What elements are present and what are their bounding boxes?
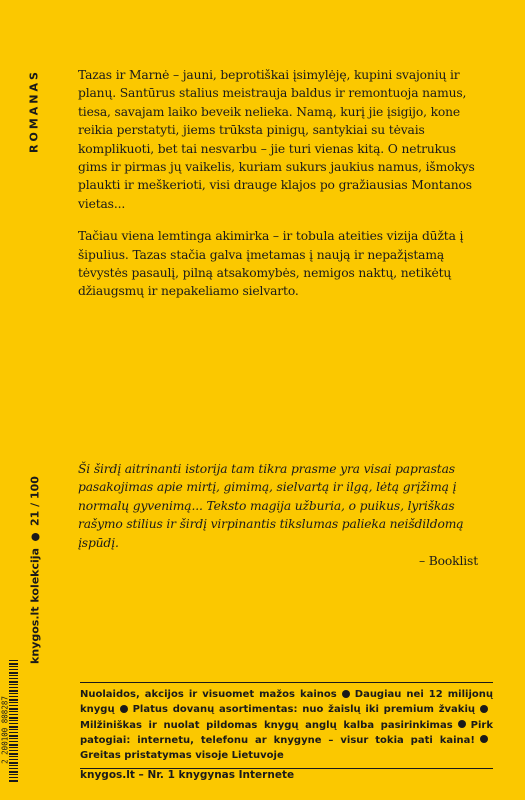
promo-item: Platus dovanų asortimentas: nuo žaislų iki premium žvakių [132, 704, 475, 716]
collection-label-container [20, 470, 50, 670]
bullet-dot-icon [480, 705, 488, 713]
genre-label-container [14, 66, 54, 156]
promo-item: Pirk patogiai: internetu, telefonu ar knygyne – visur tokia pati kaina! [80, 719, 493, 746]
review-quote-text: Ši širdį aitrinanti istorija tam tikra prasme yra visai paprastas pasakojimas apie mirtį, gimimą, sielvartą ir ilgą, lėtą grįžimą į normalų gyvenimą... Teksto magija užburia, o puikus, lyriškas rašymo stilius ir širdį virpinantis tikslumas palieka neišdildomą įspūdį. [78, 462, 464, 550]
barcode [0, 660, 18, 800]
bullet-dot-icon [120, 705, 128, 713]
promo-item: Nuolaidos, akcijos ir visuomet mažos kainos [80, 689, 337, 700]
bullet-dot-icon [480, 735, 488, 743]
collection-number: 21 / 100 [28, 476, 42, 526]
promo-item: Milžiniškas ir nuolat pildomas knygų anglų kalba pasirinkimas [80, 719, 453, 731]
bullet-dot-icon [31, 533, 39, 541]
collection-label: knygos.lt kolekcija [28, 548, 42, 664]
promo-item: Greitas pristatymas visoje Lietuvoje [80, 750, 284, 762]
blurb-paragraph-1: Tazas ir Marnė – jauni, beprotiškai įsimylėję, kupini svajonių ir planų. Santūrus stalius meistrauja baldus ir remontuoja namus, tiesa, savajam laiko beveik nelieka. Namą, kurį jie įsigijo, kone reikia perstatyti, jiems trūksta pinigų, santykiai su tėvais komplikuoti, bet tai nesvarbu – jie turi vienas kitą. O netrukus gims ir pirmas jų vaikelis, kuriam sukurs jaukius namus, išmokys plaukti ir meškerioti, visi drauge klajos po gražiausias Montanos vietas... [78, 68, 475, 211]
review-quote [78, 460, 478, 570]
bullet-dot-icon [342, 690, 350, 698]
review-quote-source: – Booklist [419, 554, 478, 569]
promo-item: Daugiau nei 12 milijonų knygų [80, 689, 493, 716]
bullet-dot-icon [458, 720, 466, 728]
genre-label: ROMANAS [27, 69, 41, 153]
blurb [78, 66, 478, 315]
promo-box [80, 682, 493, 769]
footer-tagline: knygos.lt – Nr. 1 knygynas Internete [80, 769, 295, 781]
barcode-number: 2 200100 808287 [0, 696, 9, 764]
blurb-paragraph-2: Tačiau viena lemtinga akimirka – ir tobula ateities vizija dūžta į šipulius. Tazas stačia galva įmetamas į naują ir nepažįstamą tėvystės pasaulį, pilną atsakomybės, nemigos naktų, netikėtų džiaugsmų ir nepakeliamo sielvarto. [78, 229, 464, 299]
barcode-bars-icon [9, 660, 18, 782]
